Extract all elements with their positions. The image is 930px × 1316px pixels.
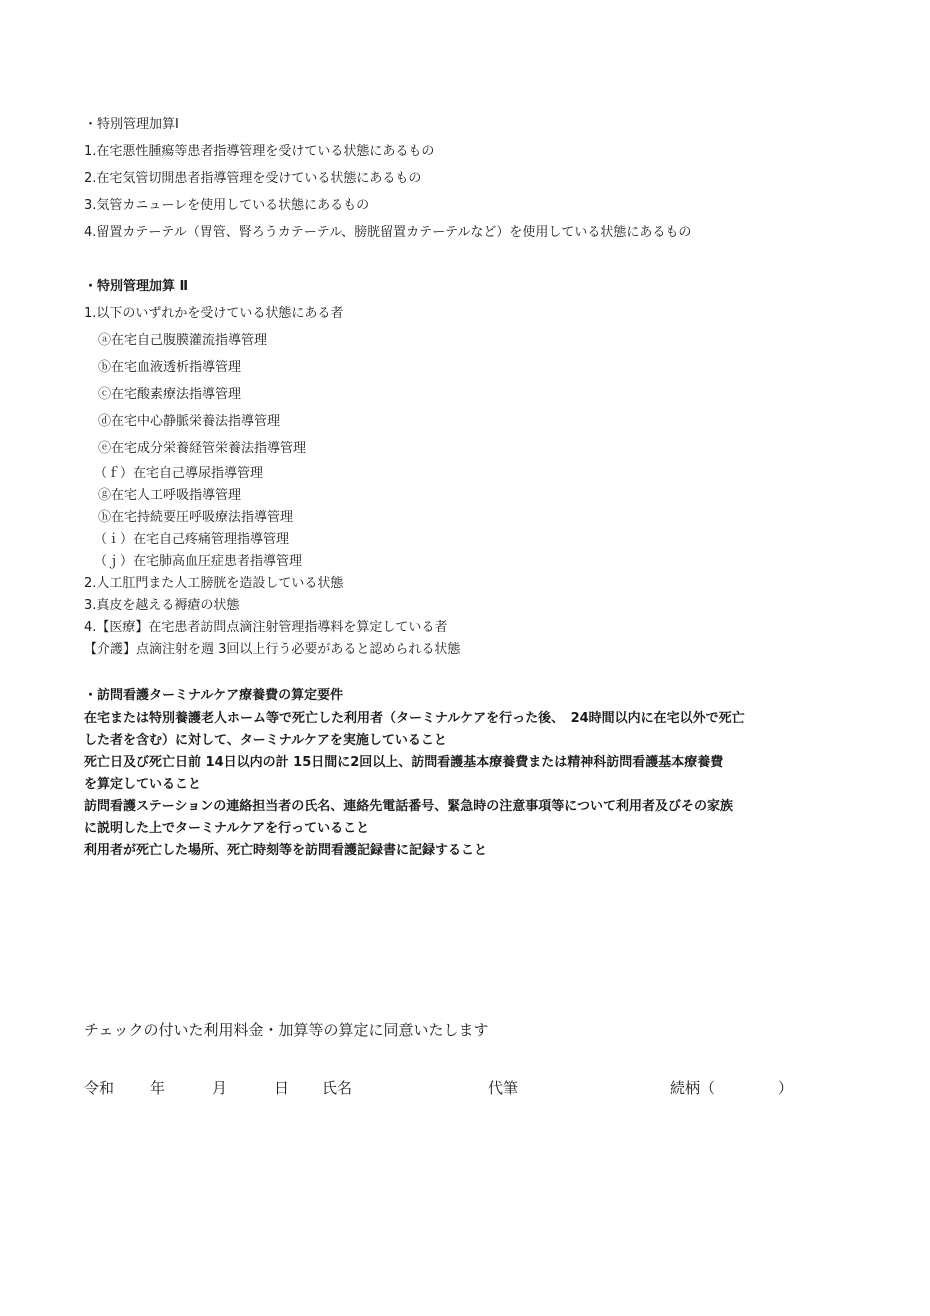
section3-line-3: 死亡日及び死亡日前 14日以内の計 15日間に2回以上、訪問看護基本療養費または精神科訪問看護基本療養費 <box>84 755 724 770</box>
section2-subitem-e: ⓔ在宅成分栄養経管栄養法指導管理 <box>98 441 307 456</box>
section3-line-1: 在宅または特別養護老人ホーム等で死亡した利用者（ターミナルケアを行った後、 24時間以内に在宅以外で死亡 <box>84 711 745 726</box>
section2-subitem-i: （ｉ）在宅自己疼痛管理指導管理 <box>94 532 290 547</box>
section2-intro: 1.以下のいずれかを受けている状態にある者 <box>84 306 344 321</box>
section2-heading: ・特別管理加算 Ⅱ <box>84 279 189 294</box>
section3-line-5: 訪問看護ステーションの連絡担当者の氏名、連絡先電話番号、緊急時の注意事項等について利用者及びその家族 <box>84 799 733 814</box>
day-label: 日 <box>274 1079 290 1097</box>
section2-item-3: 3.真皮を越える褥瘡の状態 <box>84 598 240 613</box>
section2-item-2: 2.人工肛門また人工膀胱を造設している状態 <box>84 576 344 591</box>
section3-line-6: に説明した上でターミナルケアを行っていること <box>84 821 370 836</box>
section2-subitem-b: ⓑ在宅血液透析指導管理 <box>98 360 242 375</box>
section2-subitem-c: ⓒ在宅酸素療法指導管理 <box>98 387 242 402</box>
section2-subitem-f: （ｆ）在宅自己導尿指導管理 <box>94 466 264 481</box>
name-label: 氏名 <box>322 1079 353 1097</box>
section2-item-4: 4.【医療】在宅患者訪問点滴注射管理指導料を算定している者 <box>84 620 448 635</box>
month-label: 月 <box>212 1079 228 1097</box>
consent-statement: チェックの付いた利用料金・加算等の算定に同意いたします <box>84 1021 489 1039</box>
section1-item-4: 4.留置カテーテル（胃管、腎ろうカテーテル、膀胱留置カテーテルなど）を使用している状態にあるもの <box>84 225 692 240</box>
section3-line-2: した者を含む）に対して、ターミナルケアを実施していること <box>84 733 447 748</box>
proxy-label: 代筆 <box>488 1079 519 1097</box>
section1-item-2: 2.在宅気管切開患者指導管理を受けている状態にあるもの <box>84 171 422 186</box>
section2-subitem-a: ⓐ在宅自己腹膜灌流指導管理 <box>98 333 268 348</box>
section1-heading: ・特別管理加算Ⅰ <box>84 117 179 132</box>
era-label: 令和 <box>84 1079 115 1097</box>
relation-label: 続柄（ <box>670 1079 716 1097</box>
section3-line-7: 利用者が死亡した場所、死亡時刻等を訪問看護記録書に記録すること <box>84 843 488 858</box>
section3-heading: ・訪問看護ターミナルケア療養費の算定要件 <box>84 688 344 703</box>
section2-subitem-d: ⓓ在宅中心静脈栄養法指導管理 <box>98 414 281 429</box>
relation-close: ） <box>778 1079 794 1097</box>
section2-subitem-g: ⓖ在宅人工呼吸指導管理 <box>98 488 242 503</box>
section2-subitem-h: ⓗ在宅持続要圧呼吸療法指導管理 <box>98 510 294 525</box>
year-label: 年 <box>150 1079 166 1097</box>
section2-item-4-care: 【介護】点滴注射を週 3回以上行う必要があると認められる状態 <box>84 642 461 657</box>
section2-subitem-j: （ｊ）在宅肺高血圧症患者指導管理 <box>94 554 303 569</box>
section1-item-1: 1.在宅悪性腫瘍等患者指導管理を受けている状態にあるもの <box>84 144 435 159</box>
section1-item-3: 3.気管カニューレを使用している状態にあるもの <box>84 198 370 213</box>
section3-line-4: を算定していること <box>84 777 202 792</box>
